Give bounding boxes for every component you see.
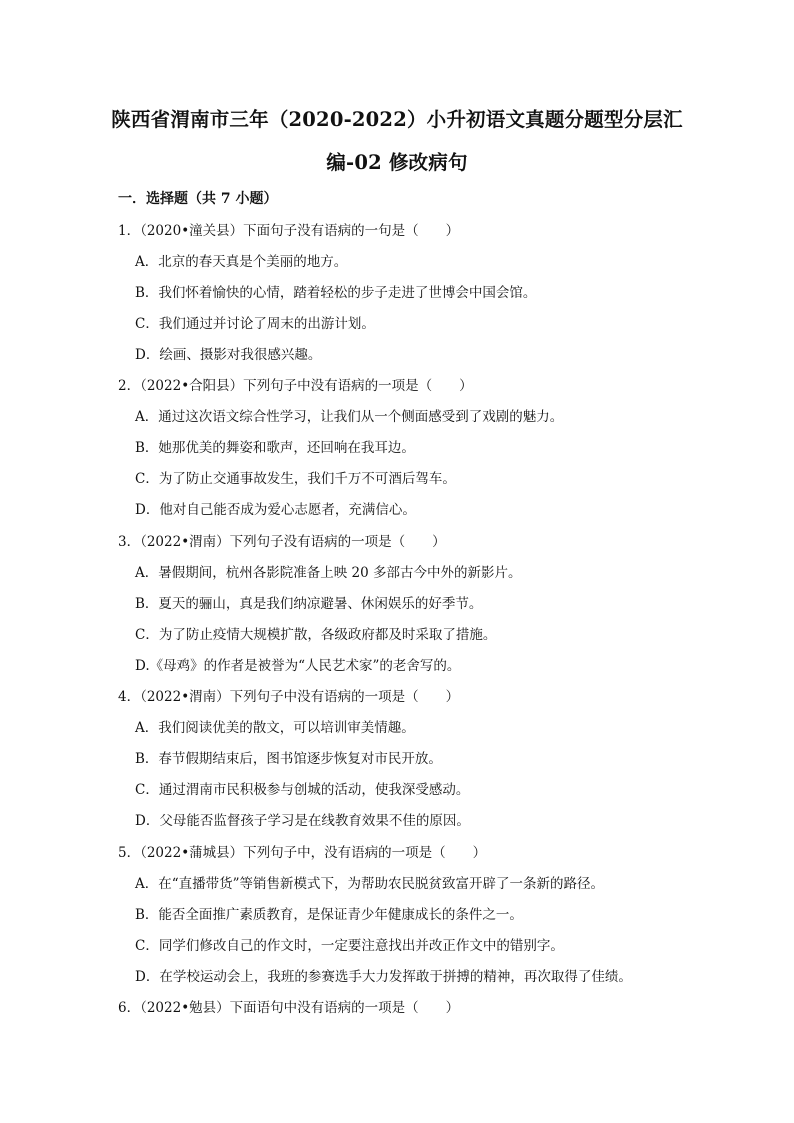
question-3-option-d: D.《母鸡》的作者是被誉为“人民艺术家”的老舍写的。 <box>135 658 461 674</box>
question-5-option-b: B．能否全面推广素质教育，是保证青少年健康成长的条件之一。 <box>135 907 523 923</box>
question-3-option-c: C．为了防止疫情大规模扩散，各级政府都及时采取了措施。 <box>135 627 497 643</box>
question-4-stem: 4．（2022•渭南）下列句子中没有语病的一项是（ ） <box>118 689 460 705</box>
document-title-line-1: 陕西省渭南市三年（2020-2022）小升初语文真题分题型分层汇 <box>111 108 683 131</box>
question-1-option-c: C．我们通过并讨论了周末的出游计划。 <box>135 316 375 332</box>
question-3-option-a: A．暑假期间，杭州各影院准备上映 20 多部古今中外的新影片。 <box>135 565 522 581</box>
question-1-option-d: D．绘画、摄影对我很感兴趣。 <box>135 347 322 363</box>
question-1-option-b: B．我们怀着愉快的心情，踏着轻松的步子走进了世博会中国会馆。 <box>135 285 537 301</box>
question-2-option-a: A．通过这次语文综合性学习，让我们从一个侧面感受到了戏剧的魅力。 <box>135 409 564 425</box>
question-4-option-b: B．春节假期结束后，图书馆逐步恢复对市民开放。 <box>135 751 442 767</box>
question-2-option-b: B．她那优美的舞姿和歌声，还回响在我耳边。 <box>135 440 415 456</box>
question-4-option-c: C．通过渭南市民积极参与创城的活动，使我深受感动。 <box>135 782 470 798</box>
document-title-line-2: 编-02 修改病句 <box>326 151 468 174</box>
question-2-stem: 2．（2022•合阳县）下列句子中没有语病的一项是（ ） <box>118 378 473 394</box>
question-5-option-d: D．在学校运动会上，我班的参赛选手大力发挥敢于拼搏的精神，再次取得了佳绩。 <box>135 969 632 985</box>
question-1-option-a: A．北京的春天真是个美丽的地方。 <box>135 254 348 270</box>
question-3-stem: 3．（2022•渭南）下列句子没有语病的一项是（ ） <box>118 534 446 550</box>
question-6-stem: 6．（2022•勉县）下面语句中没有语病的一项是（ ） <box>118 1000 460 1016</box>
question-2-option-d: D．他对自己能否成为爱心志愿者，充满信心。 <box>135 502 416 518</box>
question-5-option-c: C．同学们修改自己的作文时，一定要注意找出并改正作文中的错别字。 <box>135 938 564 954</box>
section-heading: 一．选择题（共 7 小题） <box>118 191 278 207</box>
question-1-stem: 1．（2020•潼关县）下面句子没有语病的一句是（ ） <box>118 223 460 239</box>
question-5-option-a: A．在“直播带货”等销售新模式下，为帮助农民脱贫致富开辟了一条新的路径。 <box>135 876 605 892</box>
question-3-option-b: B．夏天的骊山，真是我们纳凉避暑、休闲娱乐的好季节。 <box>135 596 483 612</box>
question-4-option-a: A．我们阅读优美的散文，可以培训审美情趣。 <box>135 720 415 736</box>
question-5-stem: 5．（2022•蒲城县）下列句子中，没有语病的一项是（ ） <box>118 845 487 861</box>
question-2-option-c: C．为了防止交通事故发生，我们千万不可酒后驾车。 <box>135 471 456 487</box>
question-4-option-d: D．父母能否监督孩子学习是在线教育效果不佳的原因。 <box>135 813 470 829</box>
